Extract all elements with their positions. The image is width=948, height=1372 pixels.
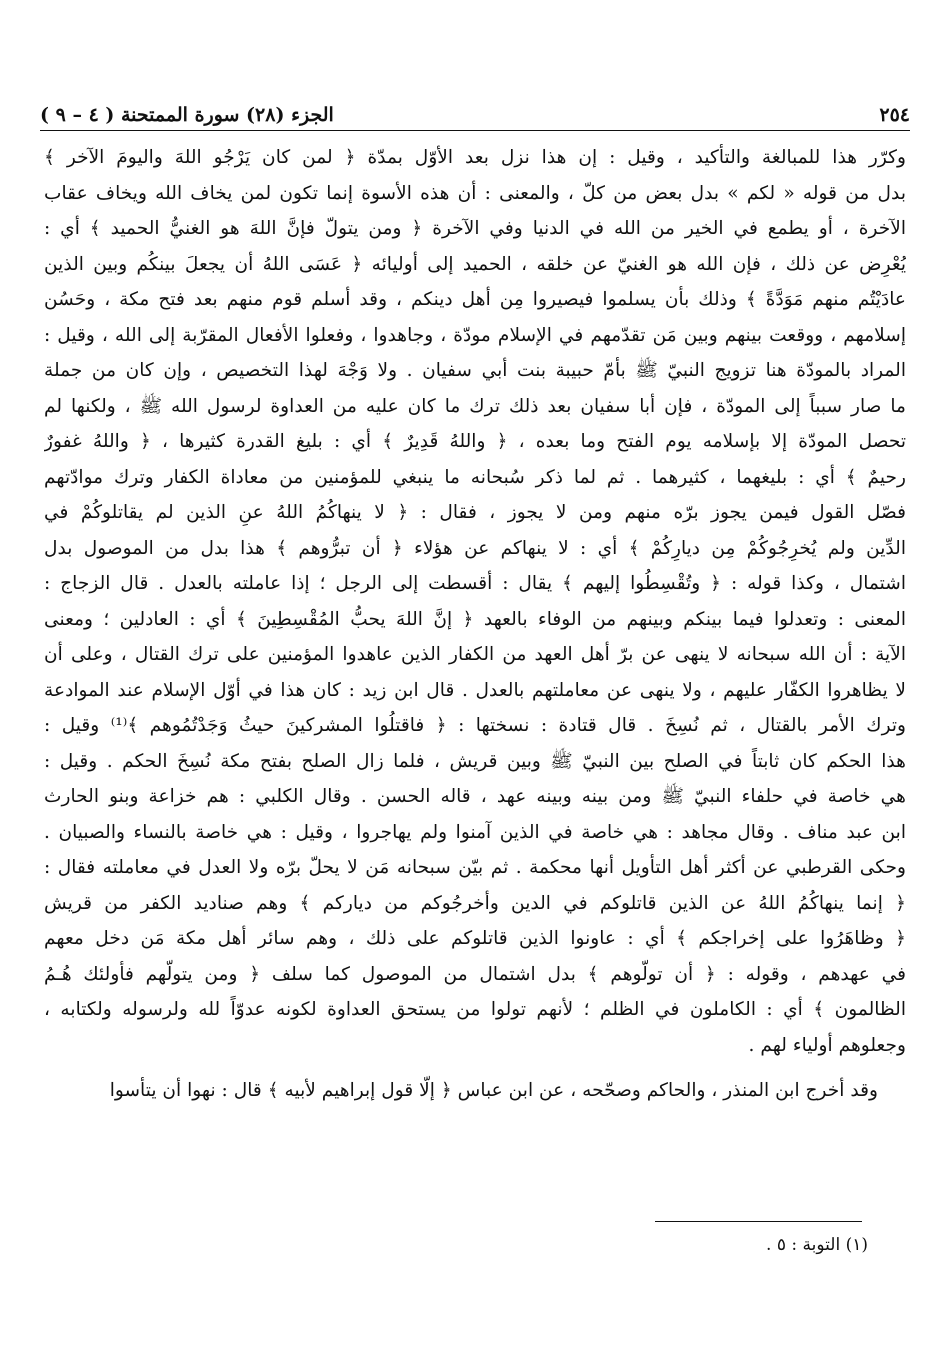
text-line: اشتمال ، وكذا قوله : ﴿ وتُقْسِطُوا إليهم ﴾ يقال : أقسطت إلى الرجل ؛ إذا عاملته بالعدل . قال الزجاج : (44, 573, 906, 594)
text-line: المعنى : وتعدلوا فيما بينكم وبينهم من الوفاء بالعهد ﴿ إنَّ اللهَ يحبُّ المُقْسِطِينَ ﴾ أي : العادلين ؛ ومعنى (44, 608, 906, 630)
header-rule (40, 130, 910, 131)
text-line: الدِّين ولم يُخرِجُوكُمْ مِن ديارِكُمْ ﴾ أي : لا ينهاكم عن هؤلاء ﴿ أن تبرُّوهم ﴾ هذا بدل من الموصول بدل (44, 537, 906, 559)
text-line: ابن عبد مناف . وقال مجاهد : هي خاصة في الذين آمنوا ولم يهاجروا ، وقيل : هي خاصة بالنساء والصبيان . (44, 821, 906, 843)
text-line: الظالمون ﴾ أي : الكاملون في الظلم ؛ لأنهم تولوا من يستحق العداوة لكونه عدوّاً لله ولرسوله ولكتابه ، (44, 999, 906, 1020)
text-line: المراد بالمودّة هنا تزويج النبيّ ﷺ بأمّ حبيبة بنت أبي سفيان . ولا وَجْهَ لهذا التخصيص ، وإن كان من جملة (44, 360, 906, 381)
text-line: ﴿ إنما ينهاكُمُ اللهُ عن الذين قاتلوكم في الدين وأخرجُوكم من دياركم ﴾ وهم صناديد الكفر من قريش (44, 892, 906, 914)
text-line: ما صار سبباً إلى المودّة ، فإن أبا سفيان بعد ذلك ترك ما كان عليه من العداوة لرسول الله ﷺ ، ولكنها لم (44, 395, 906, 417)
text-line: هذا الحكم كان ثابتاً في الصلح بين النبيّ ﷺ وبين قريش ، فلما زال الصلح بفتح مكة نُسِخَ الحكم . وقيل : (44, 750, 906, 772)
text-line: تحصل المودّة إلا بإسلامه يوم الفتح وما بعده ، ﴿ واللهُ قَدِيرٌ ﴾ أي : بليغ القدرة كثيرها ، ﴿ واللهُ غفورٌ (44, 431, 906, 452)
text-line: عادَيْتُم منهم مَوَدَّةً ﴾ وذلك بأن يسلموا فيصيروا مِن أهل دينكم ، وقد أسلم قوم منهم بعد فتح مكة ، وحَسُن (44, 289, 906, 310)
text-line: يُعْرِض عن ذلك ، فإن الله هو الغنيّ عن خلقه ، الحميد إلى أوليائه ﴿ عَسَى اللهُ أن يجعلَ بينكُم وبين الذين (44, 253, 906, 275)
text-line: فصّل القول فيمن يجوز برّه منهم ومن لا يجوز ، فقال : ﴿ لا ينهاكُمُ اللهُ عنِ الذين لم يقاتلوكُمْ في (44, 502, 906, 523)
text-line: ﴿ وظاهَرُوا على إخراجكم ﴾ أي : عاونوا الذين قاتلوكم على ذلك ، وهم سائر أهل مكة مَن دخل معهم (44, 928, 906, 949)
body-text (44, 140, 906, 1109)
last-paragraph: وقد أخرج ابن المنذر ، والحاكم وصحّحه ، عن ابن عباس ﴿ إلّا قول إبراهيم لأبيه ﴾ قال : نهوا أن يتأسوا (109, 1080, 878, 1101)
running-title: الجزء (٢٨) سورة الممتحنة ( ٤ – ٩ ) (40, 104, 334, 126)
text-line: هي خاصة في حلفاء النبيّ ﷺ ومن بينه وبينه عهد ، قاله الحسن . وقال الكلبي : هم خزاعة وبنو الحارث (44, 786, 906, 807)
text-line: في عهدهم ، وقوله : ﴿ أن تولّوهم ﴾ بدل اشتمال من الموصول كما سلف ﴿ ومن يتولّهم فأولئك هُـمُ (44, 963, 906, 985)
text-line: وكرّر هذا للمبالغة والتأكيد ، وقيل : إن هذا نزل بعد الأوّل بمدّة ﴿ لمن كان يَرْجُو اللهَ واليومَ الآخر ﴾ (44, 147, 906, 168)
text-line: وجعلوهم أولياء لهم . (748, 1034, 906, 1056)
text-line: إسلامهم ، ووقعت بينهم وبين مَن تقدّمهم في الإسلام مودّة ، وجاهدوا ، وفعلوا الأفعال المقرّبة إلى الله ، وقيل : (44, 324, 906, 346)
text-line: رحيمٌ ﴾ أي : بليغهما ، كثيرهما . ثم لما ذكر سُبحانه ما ينبغي للمؤمنين من معاداة الكفار وترك موادّتهم (44, 466, 906, 488)
footnote: (١) التوبة : ٥ . (766, 1235, 868, 1255)
page-number: ٢٥٤ (879, 104, 910, 126)
text-line: الآخرة ، أو يطمع في الخير من الله في الدنيا وفي الآخرة ﴿ ومن يتولّ فإنَّ اللهَ هو الغنيُّ الحميد ﴾ أي : (44, 218, 906, 239)
text-line: وحكى القرطبي عن أكثر أهل التأويل أنها محكمة . ثم بيّن سبحانه مَن لا يحلّ برّه ولا العدل في معاملته فقال : (44, 857, 906, 878)
paragraph-gap (44, 1063, 906, 1073)
text-line: لا يظاهروا الكفّار عليهم ، ولا ينهى عن معاملتهم بالعدل . قال ابن زيد : كان هذا في أوّل الإسلام عند الموادعة (44, 679, 906, 701)
text-line: بدل من قوله « لكم » بدل بعض من كلّ ، والمعنى : أن هذه الأسوة إنما تكون لمن يخاف الله ويخاف عقاب (44, 182, 906, 204)
page-header (40, 92, 910, 126)
text-line: الآية : أن الله سبحانه لا ينهى عن برّ أهل العهد من الكفار الذين عاهدوا المؤمنين على ترك القتال ، وعلى أن (44, 644, 906, 665)
text-line: وترك الأمر بالقتال ، ثم نُسِخَ . قال قتادة : نسختها : ﴿ فاقتلُوا المشركينَ حيثُ وَجَدْتُمُوهم ﴾⁽¹⁾ وقيل : (44, 715, 906, 736)
footnote-rule (655, 1221, 862, 1222)
